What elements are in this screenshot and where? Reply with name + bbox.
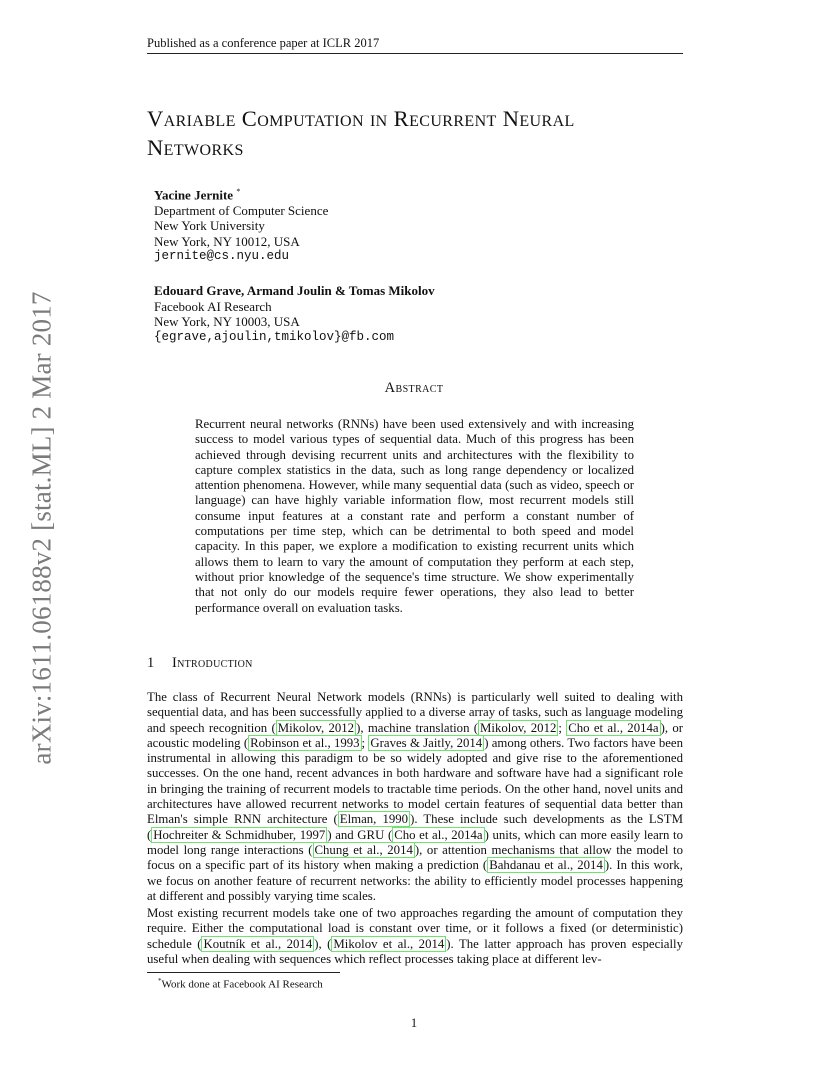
citation-link[interactable]: Chung et al., 2014 [314,842,413,857]
title-line-1: Variable Computation in Recurrent Neural [147,106,575,131]
header-rule [147,53,683,54]
text-run: ), machine translation ( [356,720,479,735]
author-affiliation: Facebook AI Research [154,298,272,314]
text-run: ) units, which can more easily learn to model long range interactions ( [147,827,683,857]
page-number: 1 [410,1016,418,1030]
author-footnote-mark: * [236,187,241,196]
arxiv-id[interactable]: arXiv:1611.06188v2 [stat.ML] 2 Mar 2017 [26,291,57,765]
text-run: ), or attention mechanisms that allow the model to focus on a specific part of its history when making a prediction ( [147,842,683,873]
text-run: ). These include such developments as the LSTM ( [147,812,683,842]
citation-link[interactable]: Robinson et al., 1993 [250,735,360,750]
text-run: ), or acoustic modeling ( [147,720,684,750]
text-run: ; [558,720,567,735]
paper-title [147,104,707,162]
text-run: ) and GRU ( [327,827,393,842]
text-run: ), ( [314,936,332,951]
citation-link[interactable]: Mikolov, 2012 [480,720,557,735]
citation-link[interactable]: Bahdanau et al., 2014 [489,858,603,873]
abstract-text: Recurrent neural networks (RNNs) have been used extensively and with increasing success to model various types of sequential data. Much of this progress has been achieved through devising recurrent units and architectures with the flexibility to capture complex statistics in the data, such as long range dependency or localized attention phenomena. However, while many sequential data (such as video, speech or language) can have highly variable information flow, most recurrent models still consume input features at a constant rate and perform a constant number of computations per time step, which can be detrimental to both speed and model capacity. In this paper, we explore a modification to existing recurrent units which allows them to learn to vary the amount of computation they perform at each step, without prior knowledge of the sequence's time structure. We show experimentally that not only do our models require fewer operations, they also lead to better performance overall on evaluation tasks. [195,417,634,615]
author-block-1 [154,184,328,265]
section-heading-introduction [147,655,253,672]
citation-link[interactable]: Elman, 1990 [339,812,409,827]
footnote-rule [147,972,340,973]
section-title: Introduction [172,655,253,671]
citation-link[interactable]: Cho et al., 2014a [568,720,659,735]
footnote-mark: * [158,977,162,985]
abstract-heading: Abstract [384,380,444,396]
author-dept: Department of Computer Science [154,202,329,218]
author-email: jernite@cs.nyu.edu [154,249,290,264]
citation-link[interactable]: Graves & Jaitly, 2014 [370,735,483,750]
footnote-text: Work done at Facebook AI Research [161,978,323,991]
citation-link[interactable]: Koutník et al., 2014 [203,936,313,951]
text-run: ). In this work, we focus on another feature of recurrent networks: the ability to efficiently model processes happening at different and possibly varying time scales. [147,858,683,903]
text-run: ) among others. Two factors have been instrumental in allowing this paradigm to be so widely adopted and give rise to the aforementioned successes. On the one hand, recent advances in both hardware and software have had a significant role in bringing the training of recurrent models to tractable time periods. On the other hand, novel units and architectures have allowed recurrent networks to model certain features of sequential data better than Elman's simple RNN architecture ( [147,735,683,827]
text-run: ). The latter approach has proven especially useful when dealing with sequences which reflect processes taking place at different lev- [147,936,683,966]
author-email: {egrave,ajoulin,tmikolov}@fb.com [154,329,395,344]
citation-link[interactable]: Hochreiter & Schmidhuber, 1997 [153,827,326,842]
text-run: Most existing recurrent models take one of two approaches regarding the amount of computation they require. Either the computational load is constant over time, or it follows a fixed (or deterministic) schedule ( [147,906,683,951]
intro-paragraph-2 [147,906,683,967]
text-run: ; [361,735,369,750]
text-run: The class of Recurrent Neural Network models (RNNs) is particularly well suited to dealing with sequential data, and has been successfully applied to a diverse array of tasks, such as language modeling and speech recognition ( [147,690,683,735]
citation-link[interactable]: Mikolov, 2012 [277,720,355,735]
author-names: Edouard Grave, Armand Joulin & Tomas Mikolov [154,283,435,298]
title-line-2: Networks [147,135,244,160]
author-name: Yacine Jernite [154,187,234,203]
author-block-2 [154,283,435,345]
section-number: 1 [147,655,155,671]
author-address: New York, NY 10003, USA [154,314,300,329]
citation-link[interactable]: Cho et al., 2014a [394,827,483,842]
author-affiliation: New York University [154,218,265,234]
author-address: New York, NY 10012, USA [154,233,300,249]
intro-paragraph-1 [147,690,683,904]
citation-link[interactable]: Mikolov et al., 2014 [333,936,445,951]
footnote [158,977,323,991]
running-header: Published as a conference paper at ICLR 2017 [147,36,380,50]
